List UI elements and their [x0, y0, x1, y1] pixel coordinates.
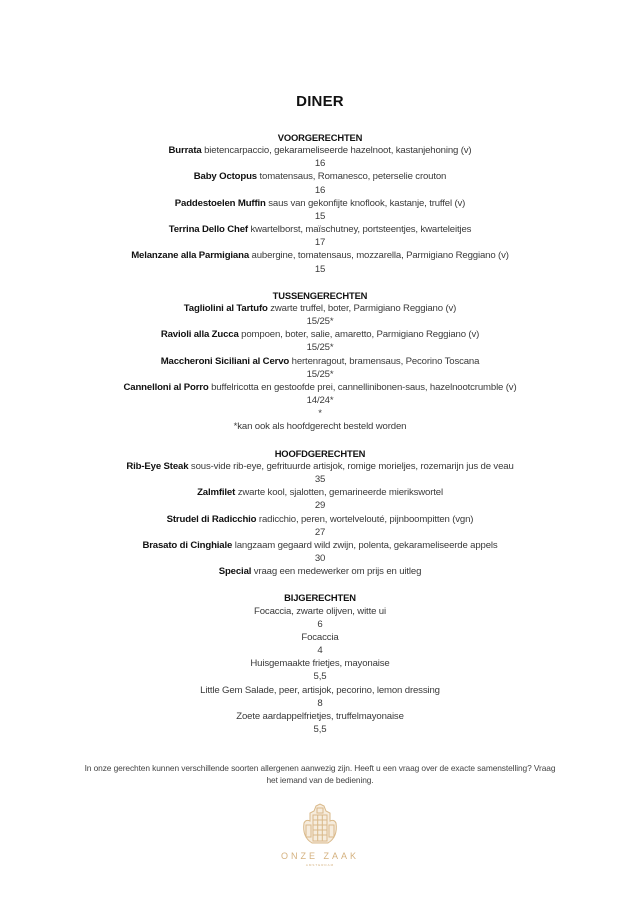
- side-item: [0, 657, 640, 683]
- allergen-note: In onze gerechten kunnen verschillende soorten allergenen aanwezig zijn. Heeft u een vraag over de exacte samenstelling? Vraag het iemand van de bediening.: [84, 763, 556, 785]
- dish-name: Baby Octopus: [193, 171, 257, 183]
- dish-description: langzaam gegaard wild zwijn, polenta, gekarameliseerde appels: [234, 539, 498, 551]
- dish-description: aubergine, tomatensaus, mozzarella, Parmigiano Reggiano (v): [251, 250, 509, 262]
- dish-description: buffelricotta en gestoofde prei, cannellinibonen-saus, hazelnootcrumble (v): [211, 381, 517, 393]
- dish-item: [0, 513, 640, 539]
- dish-description: bietencarpaccio, gekarameliseerde hazelnoot, kastanjehoning (v): [204, 145, 472, 157]
- dish-item: [0, 328, 640, 354]
- side-price: 8: [317, 697, 323, 709]
- dish-name: Burrata: [168, 145, 202, 157]
- dish-item: [0, 355, 640, 381]
- menu-body: [0, 131, 640, 749]
- dish-price: 15/25*: [306, 342, 334, 354]
- side-item: [0, 605, 640, 631]
- footnote: *kan ook als hoofdgerecht besteld worden: [233, 421, 407, 433]
- dish-name: Terrina Dello Chef: [168, 224, 248, 236]
- dish-price: 14/24*: [306, 395, 334, 407]
- dish-item: [0, 302, 640, 328]
- side-price: 5,5: [313, 723, 327, 735]
- dish-price: 15: [314, 210, 326, 222]
- section-title: HOOFDGERECHTEN: [274, 447, 366, 459]
- section-tussengerechten: [0, 289, 640, 434]
- dish-price: 35: [314, 474, 326, 486]
- dish-price: 30: [314, 552, 326, 564]
- side-description: Focaccia: [301, 631, 339, 643]
- dish-description: kwartelborst, maïschutney, portsteentjes, kwarteleitjes: [250, 224, 472, 236]
- section-bijgerechten: [0, 591, 640, 736]
- section-hoofdgerechten: [0, 447, 640, 579]
- restaurant-logo: [270, 803, 370, 867]
- dish-name: Paddestoelen Muffin: [174, 197, 266, 209]
- dish-item: [0, 249, 640, 275]
- dish-description: hertenragout, bramensaus, Pecorino Toscana: [291, 355, 480, 367]
- side-item: [0, 684, 640, 710]
- dish-description: saus van gekonfijte knoflook, kastanje, truffel (v): [268, 197, 466, 209]
- side-description: Huisgemaakte frietjes, mayonaise: [250, 658, 390, 670]
- dish-item: [0, 144, 640, 170]
- dish-item: [0, 381, 640, 407]
- dish-price: 17: [314, 237, 326, 249]
- side-price: 6: [317, 618, 323, 630]
- dish-name: Strudel di Radicchio: [166, 513, 257, 525]
- dish-name: Ravioli alla Zucca: [160, 329, 239, 341]
- dish-item: [0, 170, 640, 196]
- logo-subtitle: AMSTERDAM: [305, 863, 335, 867]
- dish-name: Maccheroni Siciliani al Cervo: [160, 355, 290, 367]
- logo-name: ONZE ZAAK: [280, 851, 359, 861]
- dish-description: zwarte kool, sjalotten, gemarineerde mierikswortel: [237, 487, 443, 499]
- dish-name: Melanzane alla Parmigiana: [131, 250, 250, 262]
- dish-price: 16: [314, 184, 326, 196]
- dish-price: 15/25*: [306, 368, 334, 380]
- dish-name: Brasato di Cinghiale: [142, 539, 233, 551]
- dish-description: pompoen, boter, salie, amaretto, Parmigiano Reggiano (v): [241, 329, 480, 341]
- asterisk-marker: *: [318, 408, 322, 420]
- section-voorgerechten: [0, 131, 640, 276]
- dish-price: 16: [314, 158, 326, 170]
- dish-price: 29: [314, 500, 326, 512]
- dish-name: Zalmfilet: [197, 487, 236, 499]
- section-title: VOORGERECHTEN: [277, 132, 363, 143]
- dish-item: [0, 565, 640, 578]
- dish-price: 15/25*: [306, 316, 334, 328]
- dish-price: 15: [314, 263, 326, 275]
- dish-description: vraag een medewerker om prijs en uitleg: [253, 566, 422, 578]
- dish-name: Special: [218, 566, 252, 578]
- section-title: BIJGERECHTEN: [284, 592, 356, 604]
- dish-item: [0, 197, 640, 223]
- dish-name: Rib-Eye Steak: [126, 460, 189, 472]
- dish-item: [0, 223, 640, 249]
- dish-item: [0, 539, 640, 565]
- menu-title: DINER: [296, 93, 344, 110]
- side-description: Zoete aardappelfrietjes, truffelmayonaise: [236, 710, 404, 722]
- dish-description: tomatensaus, Romanesco, peterselie crouton: [259, 171, 447, 183]
- side-item: [0, 631, 640, 657]
- dish-description: zwarte truffel, boter, Parmigiano Reggiano (v): [270, 303, 457, 315]
- dish-name: Cannelloni al Porro: [123, 381, 209, 393]
- building-crest-icon: [300, 803, 340, 845]
- side-description: Little Gem Salade, peer, artisjok, pecorino, lemon dressing: [200, 684, 440, 696]
- side-description: Focaccia, zwarte olijven, witte ui: [254, 605, 386, 617]
- dish-item: [0, 486, 640, 512]
- dish-item: [0, 460, 640, 486]
- dish-description: radicchio, peren, wortelvelouté, pijnboompitten (vgn): [258, 513, 474, 525]
- section-title: TUSSENGERECHTEN: [272, 289, 368, 301]
- side-price: 4: [317, 645, 323, 657]
- side-item: [0, 710, 640, 736]
- side-price: 5,5: [313, 671, 327, 683]
- dish-description: sous-vide rib-eye, gefrituurde artisjok, romige morieljes, rozemarijn jus de veau: [190, 460, 514, 472]
- dish-name: Tagliolini al Tartufo: [183, 303, 268, 315]
- dish-price: 27: [314, 526, 326, 538]
